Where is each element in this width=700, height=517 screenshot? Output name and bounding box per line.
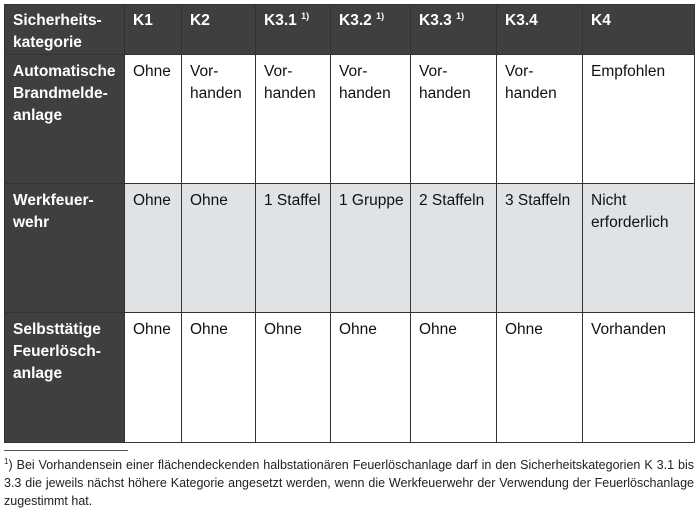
footnote-text: Bei Vorhandensein einer flächendeckenden halbstationären Feuerlöschanlage darf in den Sicherheitskategorien K 3.1 bis 3.3 die jeweils nächst höhere Kategorie angesetzt werden, wenn die Werkfeuerwehr der Verwendung der Feuerlöschanlage zugestimmt hat. — [4, 458, 694, 508]
table-cell: Ohne — [331, 313, 411, 443]
footnote — [4, 456, 694, 510]
footnote-marker: 1 — [4, 457, 9, 466]
table-cell: 1 Staffel — [256, 184, 331, 313]
table-cell: Vor- handen — [331, 55, 411, 184]
table-cell: Vor- handen — [411, 55, 497, 184]
table-row — [5, 184, 695, 313]
safety-category-table — [4, 4, 695, 443]
table-cell: Vor- handen — [256, 55, 331, 184]
header-cell-k3-1: K3.1 $^{1)}$ — [256, 5, 331, 55]
footnote-ref: 1) — [376, 11, 385, 21]
table-row — [5, 313, 695, 443]
row-label-fire-detection: Automatische Brandmelde- anlage — [5, 55, 125, 184]
table-cell: 3 Staffeln — [497, 184, 583, 313]
footnote-marker-close: ) — [8, 458, 13, 472]
row-label-fire-brigade: Werkfeuer- wehr — [5, 184, 125, 313]
table-row — [5, 55, 695, 184]
footnote-ref: 1) — [456, 11, 465, 21]
table-cell: Ohne — [256, 313, 331, 443]
table-cell: 2 Staffeln — [411, 184, 497, 313]
header-cell-k3-4: K3.4 — [497, 5, 583, 55]
table-header-row — [5, 5, 695, 55]
table-cell: Nicht erforderlich — [583, 184, 695, 313]
header-cell-k2: K2 — [182, 5, 256, 55]
header-cell-k3-2: K3.2 $^{1)}$ — [331, 5, 411, 55]
row-label-sprinkler: Selbsttätige Feuerlösch- anlage — [5, 313, 125, 443]
table-cell: Ohne — [497, 313, 583, 443]
header-cell-k1: K1 — [125, 5, 182, 55]
table-cell: Ohne — [125, 55, 182, 184]
footnote-ref: 1) — [301, 11, 310, 21]
table-cell: Empfohlen — [583, 55, 695, 184]
table-cell: 1 Gruppe — [331, 184, 411, 313]
table-cell: Ohne — [182, 184, 256, 313]
header-cell-k3-3: K3.3 $^{1)}$ — [411, 5, 497, 55]
table-cell: Ohne — [182, 313, 256, 443]
table-cell: Ohne — [411, 313, 497, 443]
table-cell: Ohne — [125, 313, 182, 443]
table-cell: Vorhanden — [583, 313, 695, 443]
table-cell: Vor- handen — [497, 55, 583, 184]
table-cell: Ohne — [125, 184, 182, 313]
table-cell: Vor- handen — [182, 55, 256, 184]
footnote-divider — [4, 450, 128, 451]
header-cell-category: Sicherheits- kategorie — [5, 5, 125, 55]
header-cell-k4: K4 — [583, 5, 695, 55]
